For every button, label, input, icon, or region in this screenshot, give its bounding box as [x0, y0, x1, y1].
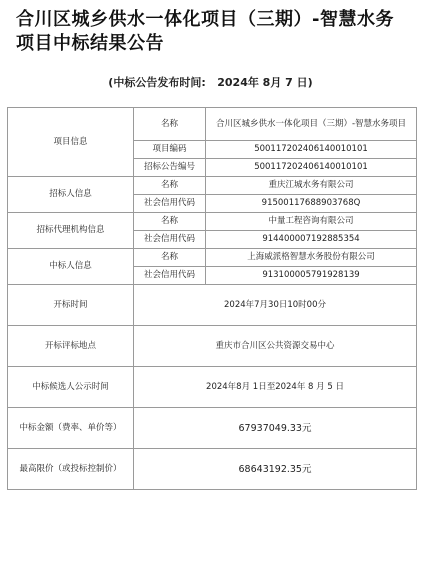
project-name-value: 合川区城乡供水一体化项目（三期）-智慧水务项目 [206, 108, 417, 141]
max-price-value: 68643192.35元 [134, 449, 417, 490]
table-row [8, 408, 417, 449]
tender-no-value: 500117202406140010101 [206, 159, 417, 177]
table-row [8, 449, 417, 490]
winner-credit-label: 社会信用代码 [134, 267, 206, 285]
amount-value: 67937049.33元 [134, 408, 417, 449]
tenderer-section-label: 招标人信息 [8, 177, 134, 213]
table-row [8, 249, 417, 267]
project-section-label: 项目信息 [8, 108, 134, 177]
table-row [8, 326, 417, 367]
tenderer-credit-value: 91500117688903768Q [206, 195, 417, 213]
tenderer-name-label: 名称 [134, 177, 206, 195]
amount-label: 中标金额（费率、单价等） [8, 408, 134, 449]
publish-time-label: (中标公告发布时间: [108, 76, 206, 89]
open-time-label: 开标时间 [8, 285, 134, 326]
publish-time-date: 2024年 8月 7 日) [217, 76, 313, 89]
open-time-value: 2024年7月30日10时00分 [134, 285, 417, 326]
table-row [8, 177, 417, 195]
publicity-label: 中标候选人公示时间 [8, 367, 134, 408]
agency-credit-value: 914400007192885354 [206, 231, 417, 249]
winner-credit-value: 913100005791928139 [206, 267, 417, 285]
table-row [8, 108, 417, 141]
agency-name-label: 名称 [134, 213, 206, 231]
project-name-label: 名称 [134, 108, 206, 141]
winner-name-label: 名称 [134, 249, 206, 267]
location-value: 重庆市合川区公共资源交易中心 [134, 326, 417, 367]
winner-name-value: 上海威派格智慧水务股份有限公司 [206, 249, 417, 267]
page-title: 合川区城乡供水一体化项目（三期）-智慧水务项目中标结果公告 [16, 9, 394, 54]
winner-section-label: 中标人信息 [8, 249, 134, 285]
location-label: 开标评标地点 [8, 326, 134, 367]
agency-credit-label: 社会信用代码 [134, 231, 206, 249]
max-price-label: 最高限价（或投标控制价） [8, 449, 134, 490]
project-code-label: 项目编码 [134, 141, 206, 159]
project-code-value: 500117202406140010101 [206, 141, 417, 159]
tender-no-label: 招标公告编号 [134, 159, 206, 177]
agency-name-value: 中量工程咨询有限公司 [206, 213, 417, 231]
table-row [8, 285, 417, 326]
tenderer-name-value: 重庆江城水务有限公司 [206, 177, 417, 195]
publish-time [0, 74, 421, 90]
table-row [8, 213, 417, 231]
agency-section-label: 招标代理机构信息 [8, 213, 134, 249]
publicity-value: 2024年8月 1日至2024年 8 月 5 日 [134, 367, 417, 408]
result-table [7, 107, 417, 490]
table-row [8, 367, 417, 408]
tenderer-credit-label: 社会信用代码 [134, 195, 206, 213]
